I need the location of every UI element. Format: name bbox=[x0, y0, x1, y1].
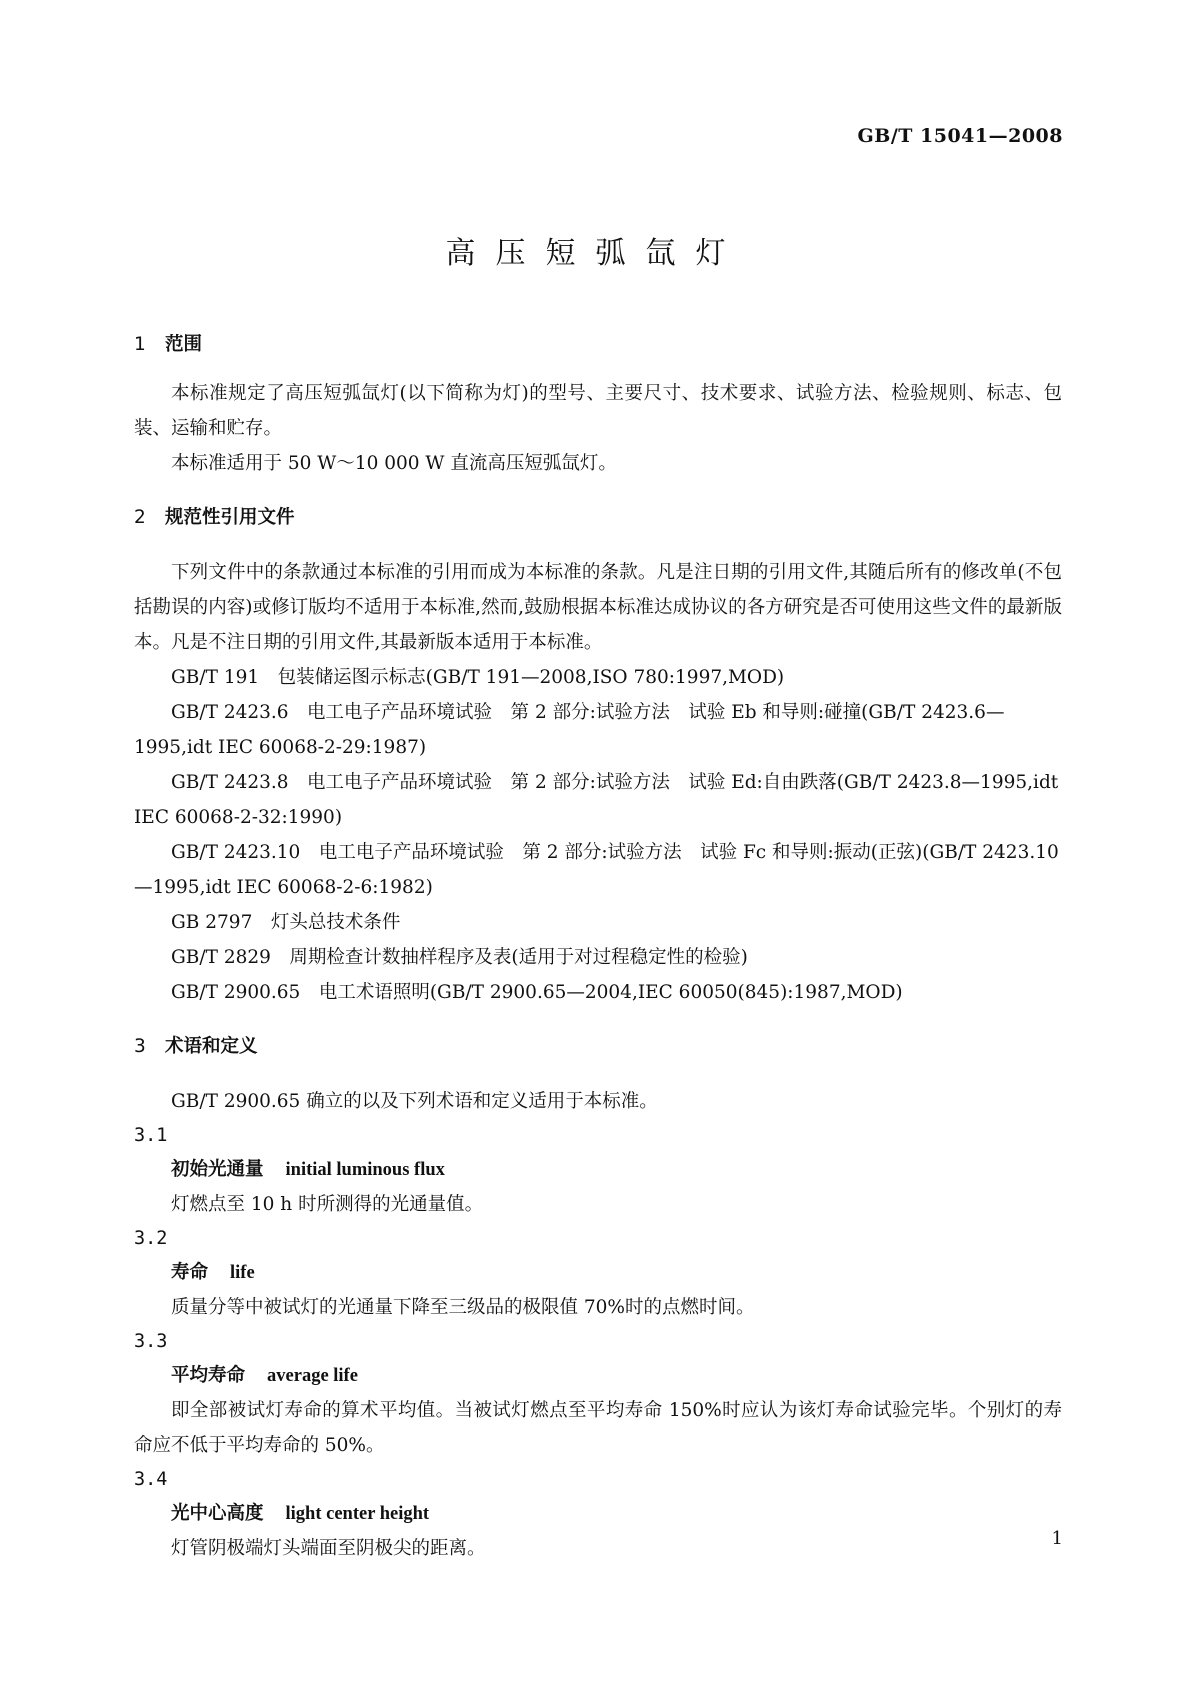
term-zh: 光中心高度 bbox=[171, 1503, 264, 1524]
references-intro: 下列文件中的条款通过本标准的引用而成为本标准的条款。凡是注日期的引用文件,其随后所有的修改单(不包括勘误的内容)或修订版均不适用于本标准,然而,鼓励根据本标准达成协议的各方研究是否可使用这些文件的最新版本。凡是不注日期的引用文件,其最新版本适用于本标准。 bbox=[134, 562, 1062, 653]
section-1-heading bbox=[134, 328, 1062, 362]
term-zh: 寿命 bbox=[171, 1262, 209, 1283]
term-heading bbox=[134, 1497, 1062, 1531]
standard-number: GB/T 15041—2008 bbox=[857, 125, 1063, 147]
term-heading bbox=[134, 1359, 1062, 1393]
section-2-heading bbox=[134, 501, 1062, 535]
term-en: initial luminous flux bbox=[285, 1160, 445, 1180]
reference-item: GB/T 2423.10 电工电子产品环境试验 第 2 部分:试验方法 试验 Fc 和导则:振动(正弦)(GB/T 2423.10—1995,idt IEC 60068-2-6:1982) bbox=[134, 842, 1059, 898]
term-number: 3.3 bbox=[134, 1331, 168, 1352]
reference-item: GB/T 2423.6 电工电子产品环境试验 第 2 部分:试验方法 试验 Eb 和导则:碰撞(GB/T 2423.6—1995,idt IEC 60068-2-29:1987) bbox=[134, 702, 1005, 758]
reference-item: GB/T 191 包装储运图示标志(GB/T 191—2008,ISO 780:1997,MOD) bbox=[171, 667, 785, 688]
term-number: 3.2 bbox=[134, 1228, 168, 1249]
term-zh: 平均寿命 bbox=[171, 1365, 246, 1386]
term-heading bbox=[134, 1256, 1062, 1290]
section-title: 规范性引用文件 bbox=[165, 507, 295, 528]
term-en: average life bbox=[267, 1366, 358, 1386]
term-heading bbox=[134, 1153, 1062, 1187]
section-number: 2 bbox=[134, 507, 146, 528]
section-title: 术语和定义 bbox=[165, 1036, 258, 1057]
scope-paragraph: 本标准适用于 50 W～10 000 W 直流高压短弧氙灯。 bbox=[171, 453, 617, 474]
document-title: 高压短弧氙灯 bbox=[445, 236, 746, 271]
term-definition: 即全部被试灯寿命的算术平均值。当被试灯燃点至平均寿命 150%时应认为该灯寿命试验完毕。个别灯的寿命应不低于平均寿命的 50%。 bbox=[134, 1400, 1062, 1456]
section-number: 3 bbox=[134, 1036, 146, 1057]
terms-intro: GB/T 2900.65 确立的以及下列术语和定义适用于本标准。 bbox=[171, 1091, 658, 1112]
section-number: 1 bbox=[134, 334, 146, 355]
section-3-heading bbox=[134, 1030, 1062, 1064]
term-en: light center height bbox=[285, 1504, 430, 1524]
term-zh: 初始光通量 bbox=[171, 1159, 264, 1180]
term-number: 3.4 bbox=[134, 1469, 168, 1490]
document-body bbox=[134, 328, 1062, 1566]
section-title: 范围 bbox=[165, 334, 203, 355]
term-number: 3.1 bbox=[134, 1125, 168, 1146]
reference-item: GB/T 2829 周期检查计数抽样程序及表(适用于对过程稳定性的检验) bbox=[171, 947, 748, 968]
term-definition: 灯管阴极端灯头端面至阴极尖的距离。 bbox=[171, 1538, 486, 1559]
reference-item: GB/T 2423.8 电工电子产品环境试验 第 2 部分:试验方法 试验 Ed:自由跌落(GB/T 2423.8—1995,idt IEC 60068-2-32:1990) bbox=[134, 772, 1059, 828]
reference-item: GB 2797 灯头总技术条件 bbox=[171, 912, 401, 933]
term-definition: 灯燃点至 10 h 时所测得的光通量值。 bbox=[171, 1194, 484, 1215]
reference-item: GB/T 2900.65 电工术语照明(GB/T 2900.65—2004,IEC 60050(845):1987,MOD) bbox=[171, 982, 903, 1003]
term-en: life bbox=[230, 1263, 255, 1283]
scope-paragraph: 本标准规定了高压短弧氙灯(以下简称为灯)的型号、主要尺寸、技术要求、试验方法、检验规则、标志、包装、运输和贮存。 bbox=[134, 383, 1062, 439]
page-number: 1 bbox=[1051, 1528, 1063, 1549]
term-definition: 质量分等中被试灯的光通量下降至三级品的极限值 70%时的点燃时间。 bbox=[171, 1297, 755, 1318]
